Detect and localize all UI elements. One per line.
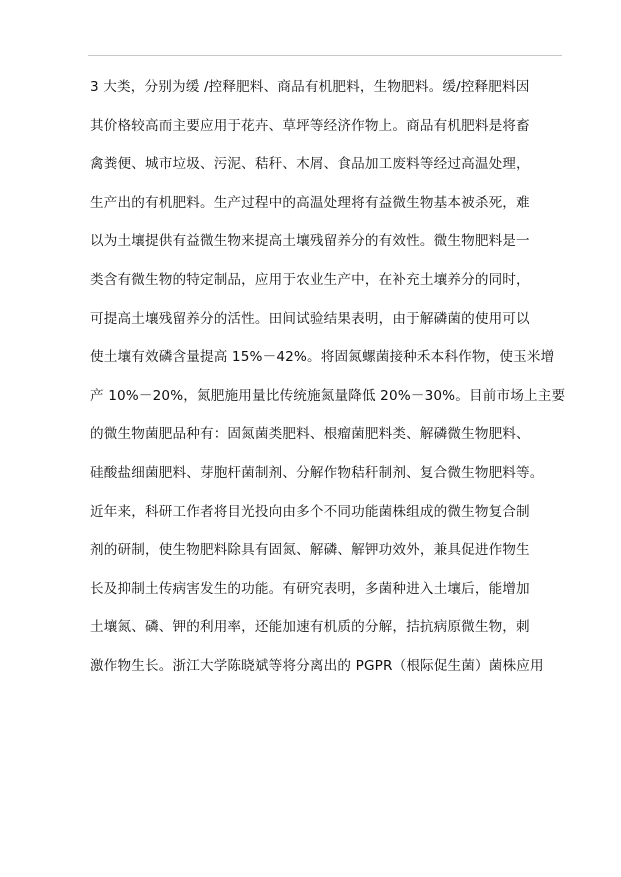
text-line: 类含有微生物的特定制品，应用于农业生产中，在补充土壤养分的同时，	[90, 271, 530, 288]
text-line: 硅酸盐细菌肥料、芽胞杆菌制剂、分解作物秸秆制剂、复合微生物肥料等。	[90, 464, 544, 481]
text-line: 使土壤有效磷含量提高 15%－42%。将固氮螺菌接种禾本科作物，使玉米增	[90, 349, 555, 366]
body-paragraph	[90, 76, 570, 694]
text-line: 其价格较高而主要应用于花卉、草坪等经济作物上。商品有机肥料是将畜	[90, 117, 530, 134]
text-line: 激作物生长。浙江大学陈晓斌等将分离出的 PGPR（根际促生菌）菌株应用	[90, 657, 544, 674]
text-line: 3 大类，分别为缓 /控释肥料、商品有机肥料，生物肥料。缓/控释肥料因	[90, 79, 530, 95]
text-line: 近年来，科研工作者将目光投向由多个不同功能菌株组成的微生物复合制	[90, 503, 530, 520]
text-line: 产 10%－20%，氮肥施用量比传统施氮量降低 20%－30%。目前市场上主要	[90, 387, 566, 404]
text-line: 剂的研制，使生物肥料除具有固氮、解磷、解钾功效外，兼具促进作物生	[90, 542, 530, 559]
text-line: 以为土壤提供有益微生物来提高土壤残留养分的有效性。微生物肥料是一	[90, 233, 530, 250]
header-divider	[88, 55, 562, 56]
text-line: 禽粪便、城市垃圾、污泥、秸秆、木屑、食品加工废料等经过高温处理，	[90, 156, 530, 173]
text-line: 可提高土壤残留养分的活性。田间试验结果表明，由于解磷菌的使用可以	[90, 310, 530, 327]
text-line: 土壤氮、磷、钾的利用率，还能加速有机质的分解，拮抗病原微生物，刺	[90, 619, 530, 636]
text-line: 生产出的有机肥料。生产过程中的高温处理将有益微生物基本被杀死，难	[90, 194, 530, 211]
text-line: 长及抑制土传病害发生的功能。有研究表明，多菌种进入土壤后，能增加	[90, 580, 530, 597]
text-line: 的微生物菌肥品种有：固氮菌类肥料、根瘤菌肥料类、解磷微生物肥料、	[90, 426, 530, 443]
